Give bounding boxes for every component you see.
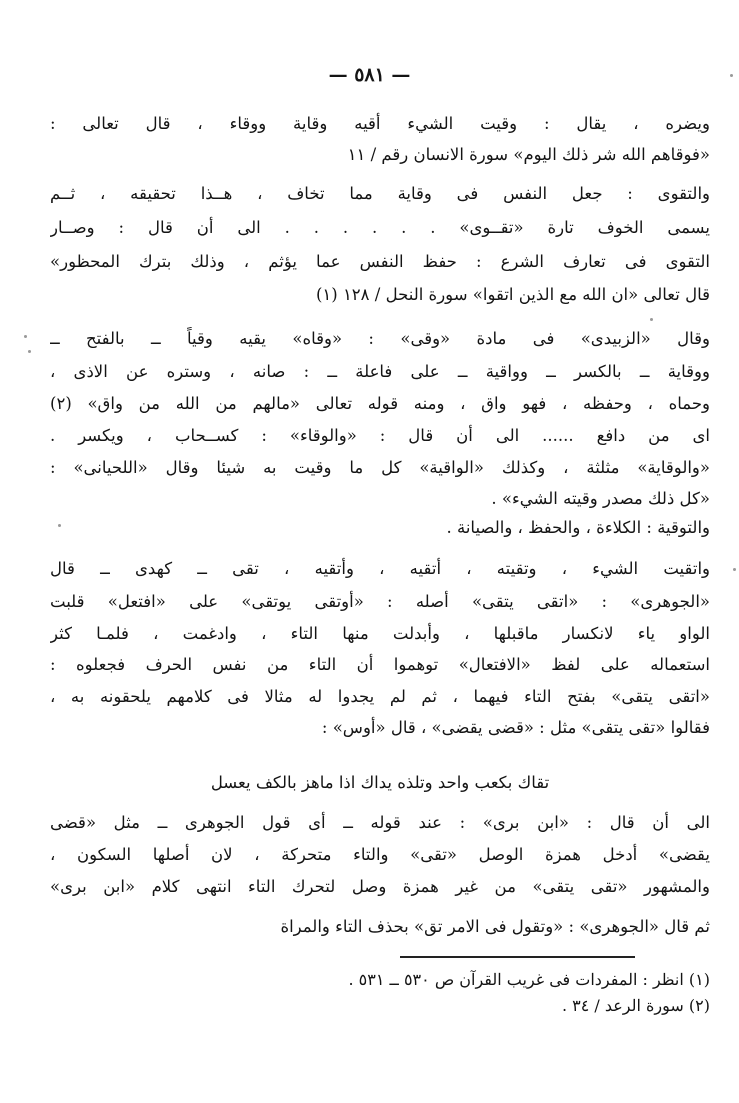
text-line: قال تعالى «ان الله مع الذين اتقوا» سورة النحل / ١٢٨ (١) [315, 285, 710, 304]
text-line: فقالوا «تقى يتقى» مثل : «قضى يقضى» ، قال «أوس» : [321, 718, 710, 737]
scan-speck [730, 74, 733, 77]
text-line: وقال «الزبيدى» فى مادة «وقى» : «وقاه» يقيه وقياً ــ بالفتح ــ [50, 329, 710, 348]
text-line: «الجوهرى» : «اتقى يتقى» أصله : «أوتقى يوتقى» على «افتعل» قلبت [50, 592, 710, 611]
text-line: ثم قال «الجوهرى» : «وتقول فى الامر تق» بحذف التاء والمراة [280, 917, 710, 936]
text-line: «اتقى يتقى» بفتح التاء فيهما ، ثم لم يجدوا له مثالا فى كلامهم يلحقونه به ، [50, 687, 710, 706]
text-line: «والوقاية» مثلثة ، وكذلك «الواقية» كل ما وقيت به شيئا وقال «اللحيانى» : [50, 458, 710, 477]
scan-speck [733, 568, 736, 571]
text-line: استعماله على لفظ «الافتعال» توهموا أن التاء من نفس الحرف فجعلوه : [50, 655, 710, 674]
text-line: والتقوى : جعل النفس فى وقاية مما تخاف ، هــذا تحقيقه ، ثــم [50, 184, 710, 203]
text-line: الى أن قال : «ابن برى» : عند قوله ــ أى قول الجوهرى ــ مثل «قضى [50, 813, 710, 832]
text-line: واتقيت الشيء ، وتقيته ، أتقيه ، وأتقيه ، تقى ــ كهدى ــ قال [50, 559, 710, 578]
footnote: (١) انظر : المفردات فى غريب القرآن ص ٥٣٠ ــ ٥٣١ . [348, 970, 710, 989]
text-line: «فوقاهم الله شر ذلك اليوم» سورة الانسان رقم / ١١ [347, 145, 710, 164]
text-line: اى من دافع ...... الى أن قال : «والوقاء» : كســحاب ، ويكسر . [50, 426, 710, 445]
scan-speck [24, 335, 27, 338]
scan-speck [58, 524, 61, 527]
text-line: والتوقية : الكلاءة ، والحفظ ، والصيانة . [446, 518, 710, 537]
text-line: الواو ياء لانكسار ماقبلها ، وأبدلت منها التاء ، وادغمت ، فلمـا كثر [50, 624, 710, 643]
text-line: يقضى» أدخل همزة الوصل «تقى» والتاء متحركة ، لان أصلها السكون ، [50, 845, 710, 864]
scan-speck [28, 350, 31, 353]
scan-speck [650, 318, 653, 321]
text-line: يسمى الخوف تارة «تقــوى» . . . . . . الى أن قال : وصــار [50, 218, 710, 237]
text-line: وحماه ، وحفظه ، فهو واق ، ومنه قوله تعالى «مالهم من الله من واق» (٢) [50, 394, 710, 413]
footnote-separator [400, 956, 635, 958]
text-line: والمشهور «تقى يتقى» من غير همزة وصل لتحرك التاء انتهى كلام «ابن برى» [50, 877, 710, 896]
text-line: ويضره ، يقال : وقيت الشيء أقيه وقاية ووقاء ، قال تعالى : [50, 114, 710, 133]
text-line: «كل ذلك مصدر وقيته الشيء» . [491, 489, 710, 508]
poetry-verse: تقاك بكعب واحد وتلذه يداك اذا ماهز بالكف يعسل [210, 773, 550, 792]
text-line: ووقاية ــ بالكسر ــ وواقية ــ على فاعلة ــ : صانه ، وستره عن الاذى ، [50, 362, 710, 381]
page-number: — ٥٨١ — [328, 64, 411, 86]
text-line: التقوى فى تعارف الشرع : حفظ النفس عما يؤثم ، وذلك بترك المحظور» [50, 252, 710, 271]
footnote: (٢) سورة الرعد / ٣٤ . [561, 996, 710, 1015]
